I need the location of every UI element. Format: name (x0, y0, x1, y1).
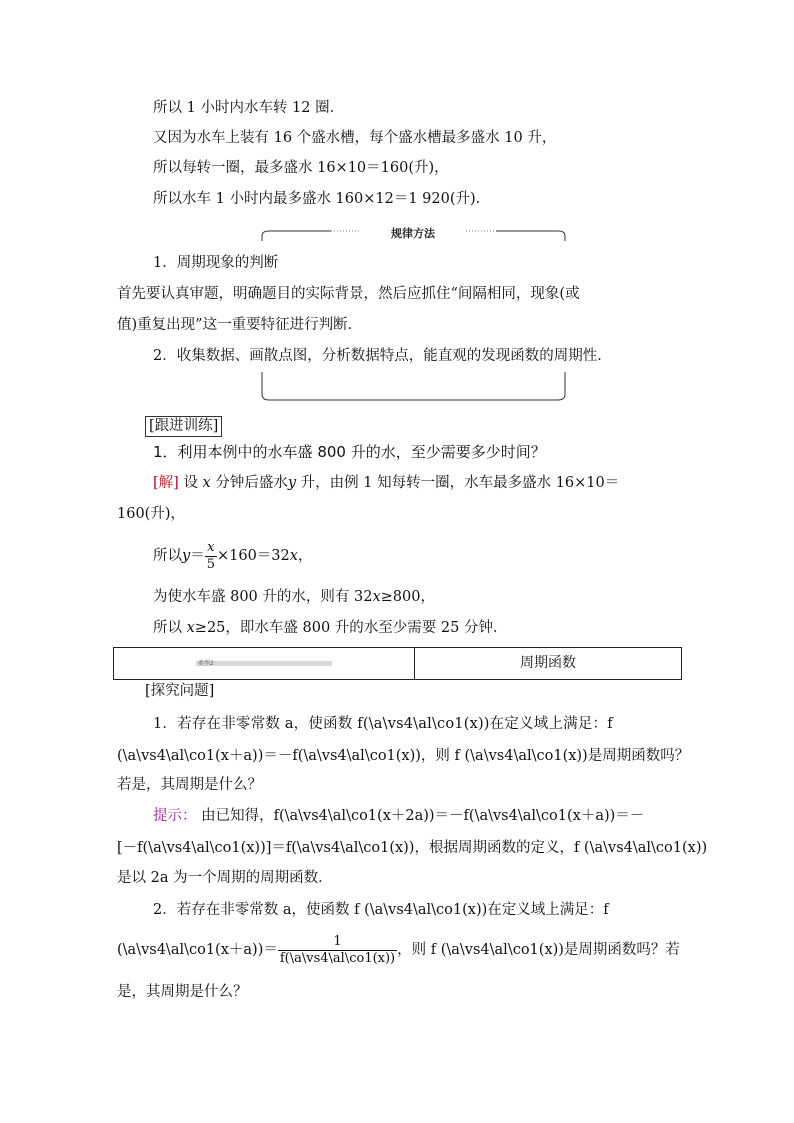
answer-var: x (372, 589, 381, 605)
answer-text: 分钟后盛水 (215, 475, 288, 491)
answer-line (153, 618, 507, 638)
answer-var: x (202, 475, 211, 491)
answer-text: ≥25，即水车盛 800 升的水至少需要 25 分钟． (194, 620, 508, 636)
answer-var: x (289, 548, 298, 564)
fraction-denominator: 5 (206, 556, 215, 572)
method-item: 2．收集数据、画散点图，分析数据特点，能直观的发现函数的周期性． (153, 348, 612, 364)
question-text: ，则 f (\a\vs4\al\co1(x))是周期函数吗？若 (397, 942, 680, 958)
hint-label: 提示： (153, 808, 197, 824)
text-line: 所以水车 1 小时内最多盛水 160×12＝1 920(升)． (153, 191, 491, 207)
fraction-numerator: 1 (278, 934, 397, 951)
explore-question: 是，其周期是什么？ (117, 984, 248, 1000)
text-line: 所以每转一圈，最多盛水 16×10＝160(升)， (153, 160, 449, 176)
answer-line (153, 587, 435, 607)
answer-tag: [解] (153, 475, 179, 491)
text-line: 所以 1 小时内水车转 12 圈． (153, 100, 345, 116)
hint-line: [－f(\a\vs4\al\co1(x))]＝f(\a\vs4\al\co1(x))，根据周期函数的定义，f (\a\vs4\al\co1(x)) (117, 840, 708, 856)
answer-formula-line: 所以y＝ $\frac{x}{5}$ ×160＝32x， (153, 539, 313, 572)
explore-question: (\a\vs4\al\co1(x＋a))＝－f(\a\vs4\al\co1(x))，则 f (\a\vs4\al\co1(x))是周期函数吗？ (117, 748, 690, 764)
answer-var: y (182, 548, 191, 564)
hint-text: 由已知得，f(\a\vs4\al\co1(x＋2a))＝－f(\a\vs4\al\co1(x＋a))＝－ (201, 808, 645, 824)
type-table (113, 647, 682, 680)
question-text: (\a\vs4\al\co1(x＋a))＝ (117, 942, 278, 958)
explore-question: 若是，其周期是什么？ (117, 777, 262, 793)
answer-var: x (186, 620, 195, 636)
answer-text: ， (297, 548, 313, 564)
hint-line (153, 806, 644, 826)
fraction (205, 540, 217, 573)
answer-line (153, 473, 619, 493)
explore-question-formula (117, 930, 680, 970)
fraction (278, 934, 397, 967)
type-title: 周期函数 (520, 655, 576, 671)
answer-text: 所以 (153, 620, 182, 636)
answer-text: 为使水车盛 800 升的水，则有 32 (153, 589, 373, 605)
type-label-bar (196, 661, 332, 666)
answer-text: ≥800， (380, 589, 435, 605)
method-box-bottom-border (261, 372, 566, 402)
text-line: 又因为水车上装有 16 个盛水槽，每个盛水槽最多盛水 10 升， (153, 130, 557, 146)
fraction-denominator: f(\a\vs4\al\co1(x)) (279, 950, 396, 966)
method-title: 规律方法 (391, 227, 435, 240)
method-item: 1．周期现象的判断 (153, 255, 279, 271)
answer-text: 所以 (153, 548, 182, 564)
answer-text: 升，由例 1 知每转一圈，水车最多盛水 16×10＝ (300, 475, 620, 491)
fraction-numerator: x (205, 540, 217, 557)
explore-tag: [探究问题] (145, 683, 215, 699)
method-text: 首先要认真审题，明确题目的实际背景，然后应抓住“间隔相同，现象(或 (117, 286, 580, 302)
answer-var: y (287, 475, 297, 491)
answer-text: 设 (183, 475, 198, 491)
method-text: 值)重复出现”这一重要特征进行判断． (117, 317, 363, 333)
practice-question: 1．利用本例中的水车盛 800 升的水，至少需要多少时间？ (153, 443, 546, 461)
practice-tag: [跟进训练] (145, 416, 222, 437)
answer-text: ×160＝32 (216, 548, 290, 564)
type-label: 类型2 (198, 660, 214, 667)
explore-question: 1．若存在非零常数 a，使函数 f(\a\vs4\al\co1(x))在定义域上满足：f (153, 716, 613, 732)
explore-question: 2．若存在非零常数 a，使函数 f (\a\vs4\al\co1(x))在定义域上满足：f (153, 902, 609, 918)
answer-line: 160(升)， (117, 506, 185, 522)
hint-line: 是以 2a 为一个周期的周期函数． (117, 870, 333, 886)
